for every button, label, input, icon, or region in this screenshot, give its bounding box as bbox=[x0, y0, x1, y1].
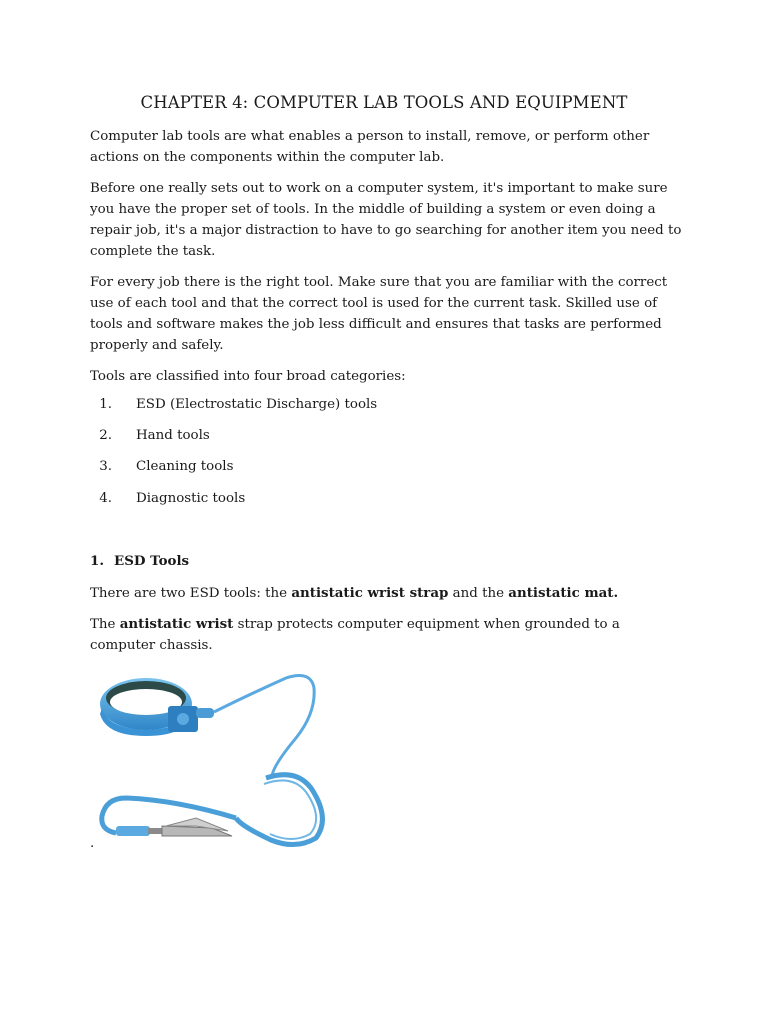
list-item-number: 4. bbox=[99, 491, 112, 506]
list-item-number: 2. bbox=[99, 428, 112, 443]
list-item bbox=[90, 397, 377, 412]
snap-connector bbox=[168, 706, 214, 732]
list-item-label: Cleaning tools bbox=[136, 459, 234, 474]
section-title: ESD Tools bbox=[114, 553, 190, 569]
esd-tools-intro bbox=[90, 583, 682, 604]
bold-term-antistatic-mat: antistatic mat. bbox=[508, 585, 619, 601]
bold-term-wrist-strap: antistatic wrist strap bbox=[291, 585, 449, 601]
list-item bbox=[90, 428, 210, 443]
text-run: and the bbox=[448, 586, 509, 601]
list-item-label: ESD (Electrostatic Discharge) tools bbox=[136, 397, 378, 412]
list-item-number: 3. bbox=[99, 459, 112, 474]
list-item-label: Diagnostic tools bbox=[136, 491, 246, 506]
categories-intro: Tools are classified into four broad categories: bbox=[90, 369, 406, 384]
text-run: The bbox=[90, 617, 120, 632]
antistatic-wrist-strap-image bbox=[96, 668, 364, 848]
list-item bbox=[90, 459, 233, 474]
ground-cord bbox=[214, 676, 314, 778]
text-run: strap protects computer equipment when grounded to a computer chassis. bbox=[90, 617, 620, 653]
trailing-period: . bbox=[90, 836, 95, 851]
text-run: There are two ESD tools: the bbox=[90, 586, 292, 601]
section-number: 1. bbox=[90, 553, 104, 569]
alligator-clip bbox=[116, 818, 232, 836]
wrist-strap-description bbox=[90, 614, 682, 656]
list-item-number: 1. bbox=[99, 397, 112, 412]
preparation-paragraph: Before one really sets out to work on a computer system, it's important to make sure you have the proper set of tools. In the middle of building a system or even doing a repair job, it's a major distraction to have to go searching for another item you need to complete the task. bbox=[90, 181, 682, 259]
section-heading bbox=[90, 553, 189, 569]
list-item bbox=[90, 491, 245, 506]
right-tool-paragraph: For every job there is the right tool. Make sure that you are familiar with the correct use of each tool and that the correct tool is used for the current task. Skilled use of tools and software makes the job less difficult and ensures that tasks are performed properly and safely. bbox=[90, 275, 668, 353]
list-item-label: Hand tools bbox=[136, 428, 210, 443]
intro-paragraph: Computer lab tools are what enables a person to install, remove, or perform other actions on the components within the computer lab. bbox=[90, 129, 650, 165]
bold-term-antistatic-wrist: antistatic wrist bbox=[119, 616, 234, 632]
chapter-title: CHAPTER 4: COMPUTER LAB TOOLS AND EQUIPMENT bbox=[140, 93, 628, 112]
